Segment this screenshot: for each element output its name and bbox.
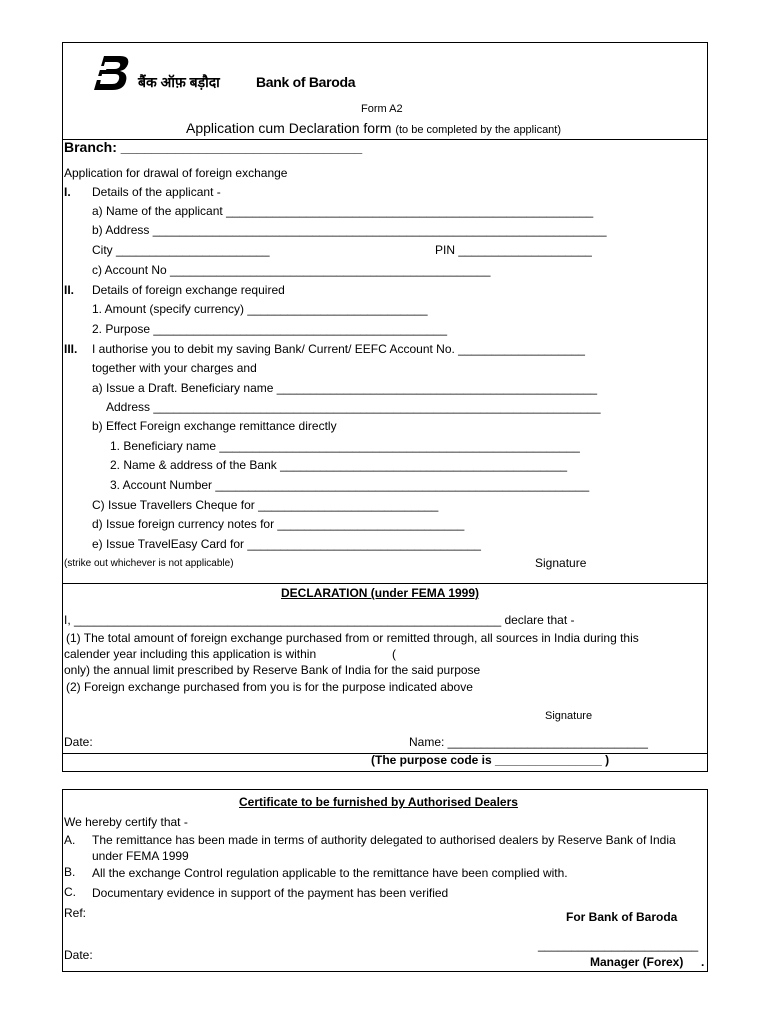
purpose-code-field[interactable]: (The purpose code is ________________ ) (371, 753, 610, 767)
city-field[interactable]: City _______________________ (92, 243, 270, 257)
amount-field[interactable]: 1. Amount (specify currency) ___________________________ (92, 302, 428, 316)
certificate-a-label: A. (64, 833, 76, 847)
certificate-a-text-cont: under FEMA 1999 (92, 849, 189, 863)
application-intro: Application for drawal of foreign exchange (64, 166, 288, 180)
remittance-option: b) Effect Foreign exchange remittance directly (92, 419, 337, 433)
applicant-name-field[interactable]: a) Name of the applicant _______________________________________________________ (92, 204, 594, 218)
account-number-field[interactable]: c) Account No ________________________________________________ (92, 263, 491, 277)
declaration-clause-2: (2) Foreign exchange purchased from you is for the purpose indicated above (66, 680, 473, 694)
debit-account-field[interactable]: I authorise you to debit my saving Bank/ Current/ EEFC Account No. ___________________ (92, 342, 585, 356)
trailing-dot: . (701, 955, 705, 969)
branch-field[interactable]: Branch: _______________________________ (64, 139, 363, 155)
certificate-b-text: All the exchange Control regulation applicable to the remittance have been complied with. (92, 866, 568, 880)
certificate-c-text: Documentary evidence in support of the payment has been verified (92, 886, 449, 900)
purpose-field[interactable]: 2. Purpose ____________________________________________ (92, 322, 448, 336)
travellers-cheque-field[interactable]: C) Issue Travellers Cheque for ___________________________ (92, 498, 439, 512)
currency-notes-field[interactable]: d) Issue foreign currency notes for ____________________________ (92, 517, 465, 531)
divider (63, 583, 707, 584)
certificate-b-label: B. (64, 865, 76, 879)
declaration-clause-1: (1) The total amount of foreign exchange purchased from or remitted through, all sources in India during this (66, 631, 639, 645)
certificate-date-field[interactable]: Date: (64, 948, 93, 962)
traveleasy-card-field[interactable]: e) Issue TravelEasy Card for ___________________________________ (92, 537, 481, 551)
declaration-signature-label: Signature (545, 710, 593, 722)
draft-address-field[interactable]: Address ___________________________________________________________________ (106, 400, 601, 414)
section-2-number: II. (64, 283, 75, 297)
section-2-title: Details of foreign exchange required (92, 283, 285, 297)
certificate-title: Certificate to be furnished by Authorised Dealers (239, 795, 518, 809)
declaration-paren: ( (392, 647, 396, 661)
declaration-date-field[interactable]: Date: (64, 735, 93, 749)
strike-out-note: (strike out whichever is not applicable) (64, 558, 234, 569)
certificate-c-label: C. (64, 885, 76, 899)
pin-field[interactable]: PIN ____________________ (435, 243, 592, 257)
manager-signature-line[interactable]: ________________________ (538, 938, 699, 952)
beneficiary-name-field[interactable]: 1. Beneficiary name ______________________________________________________ (110, 439, 580, 453)
declaration-clause-1-cont: calender year including this application is within (64, 647, 317, 661)
ref-field[interactable]: Ref: (64, 906, 87, 920)
declaration-clause-1-end: only) the annual limit prescribed by Reserve Bank of India for the said purpose (64, 663, 481, 677)
charges-text: together with your charges and (92, 361, 257, 375)
beneficiary-account-field[interactable]: 3. Account Number ________________________________________________________ (110, 478, 590, 492)
applicant-signature-label: Signature (535, 556, 587, 570)
logo-hindi-text: बैंक ऑफ़ बड़ौदा (138, 74, 220, 90)
applicant-address-field[interactable]: b) Address ____________________________________________________________________ (92, 223, 607, 237)
certificate-a-text: The remittance has been made in terms of authority delegated to authorised dealers by Reserve Bank of India (92, 833, 676, 847)
section-1-title: Details of the applicant - (92, 185, 221, 199)
manager-forex-label: Manager (Forex) (590, 955, 684, 969)
form-title: Application cum Declaration form (to be completed by the applicant) (186, 120, 562, 136)
certificate-intro: We hereby certify that - (64, 815, 188, 829)
form-number: Form A2 (361, 103, 403, 115)
section-3-number: III. (64, 342, 78, 356)
declaration-name-field[interactable]: Name: ______________________________ (409, 735, 648, 749)
logo-english-text: Bank of Baroda (256, 74, 356, 90)
draft-beneficiary-field[interactable]: a) Issue a Draft. Beneficiary name ________________________________________________ (92, 381, 598, 395)
bank-name-field[interactable]: 2. Name & address of the Bank ___________________________________________ (110, 458, 568, 472)
section-1-number: I. (64, 185, 71, 199)
declaration-title: DECLARATION (under FEMA 1999) (281, 586, 480, 600)
declarant-name-field[interactable]: I, ________________________________________________________________ declare that - (64, 613, 575, 627)
for-bank-label: For Bank of Baroda (566, 910, 678, 924)
